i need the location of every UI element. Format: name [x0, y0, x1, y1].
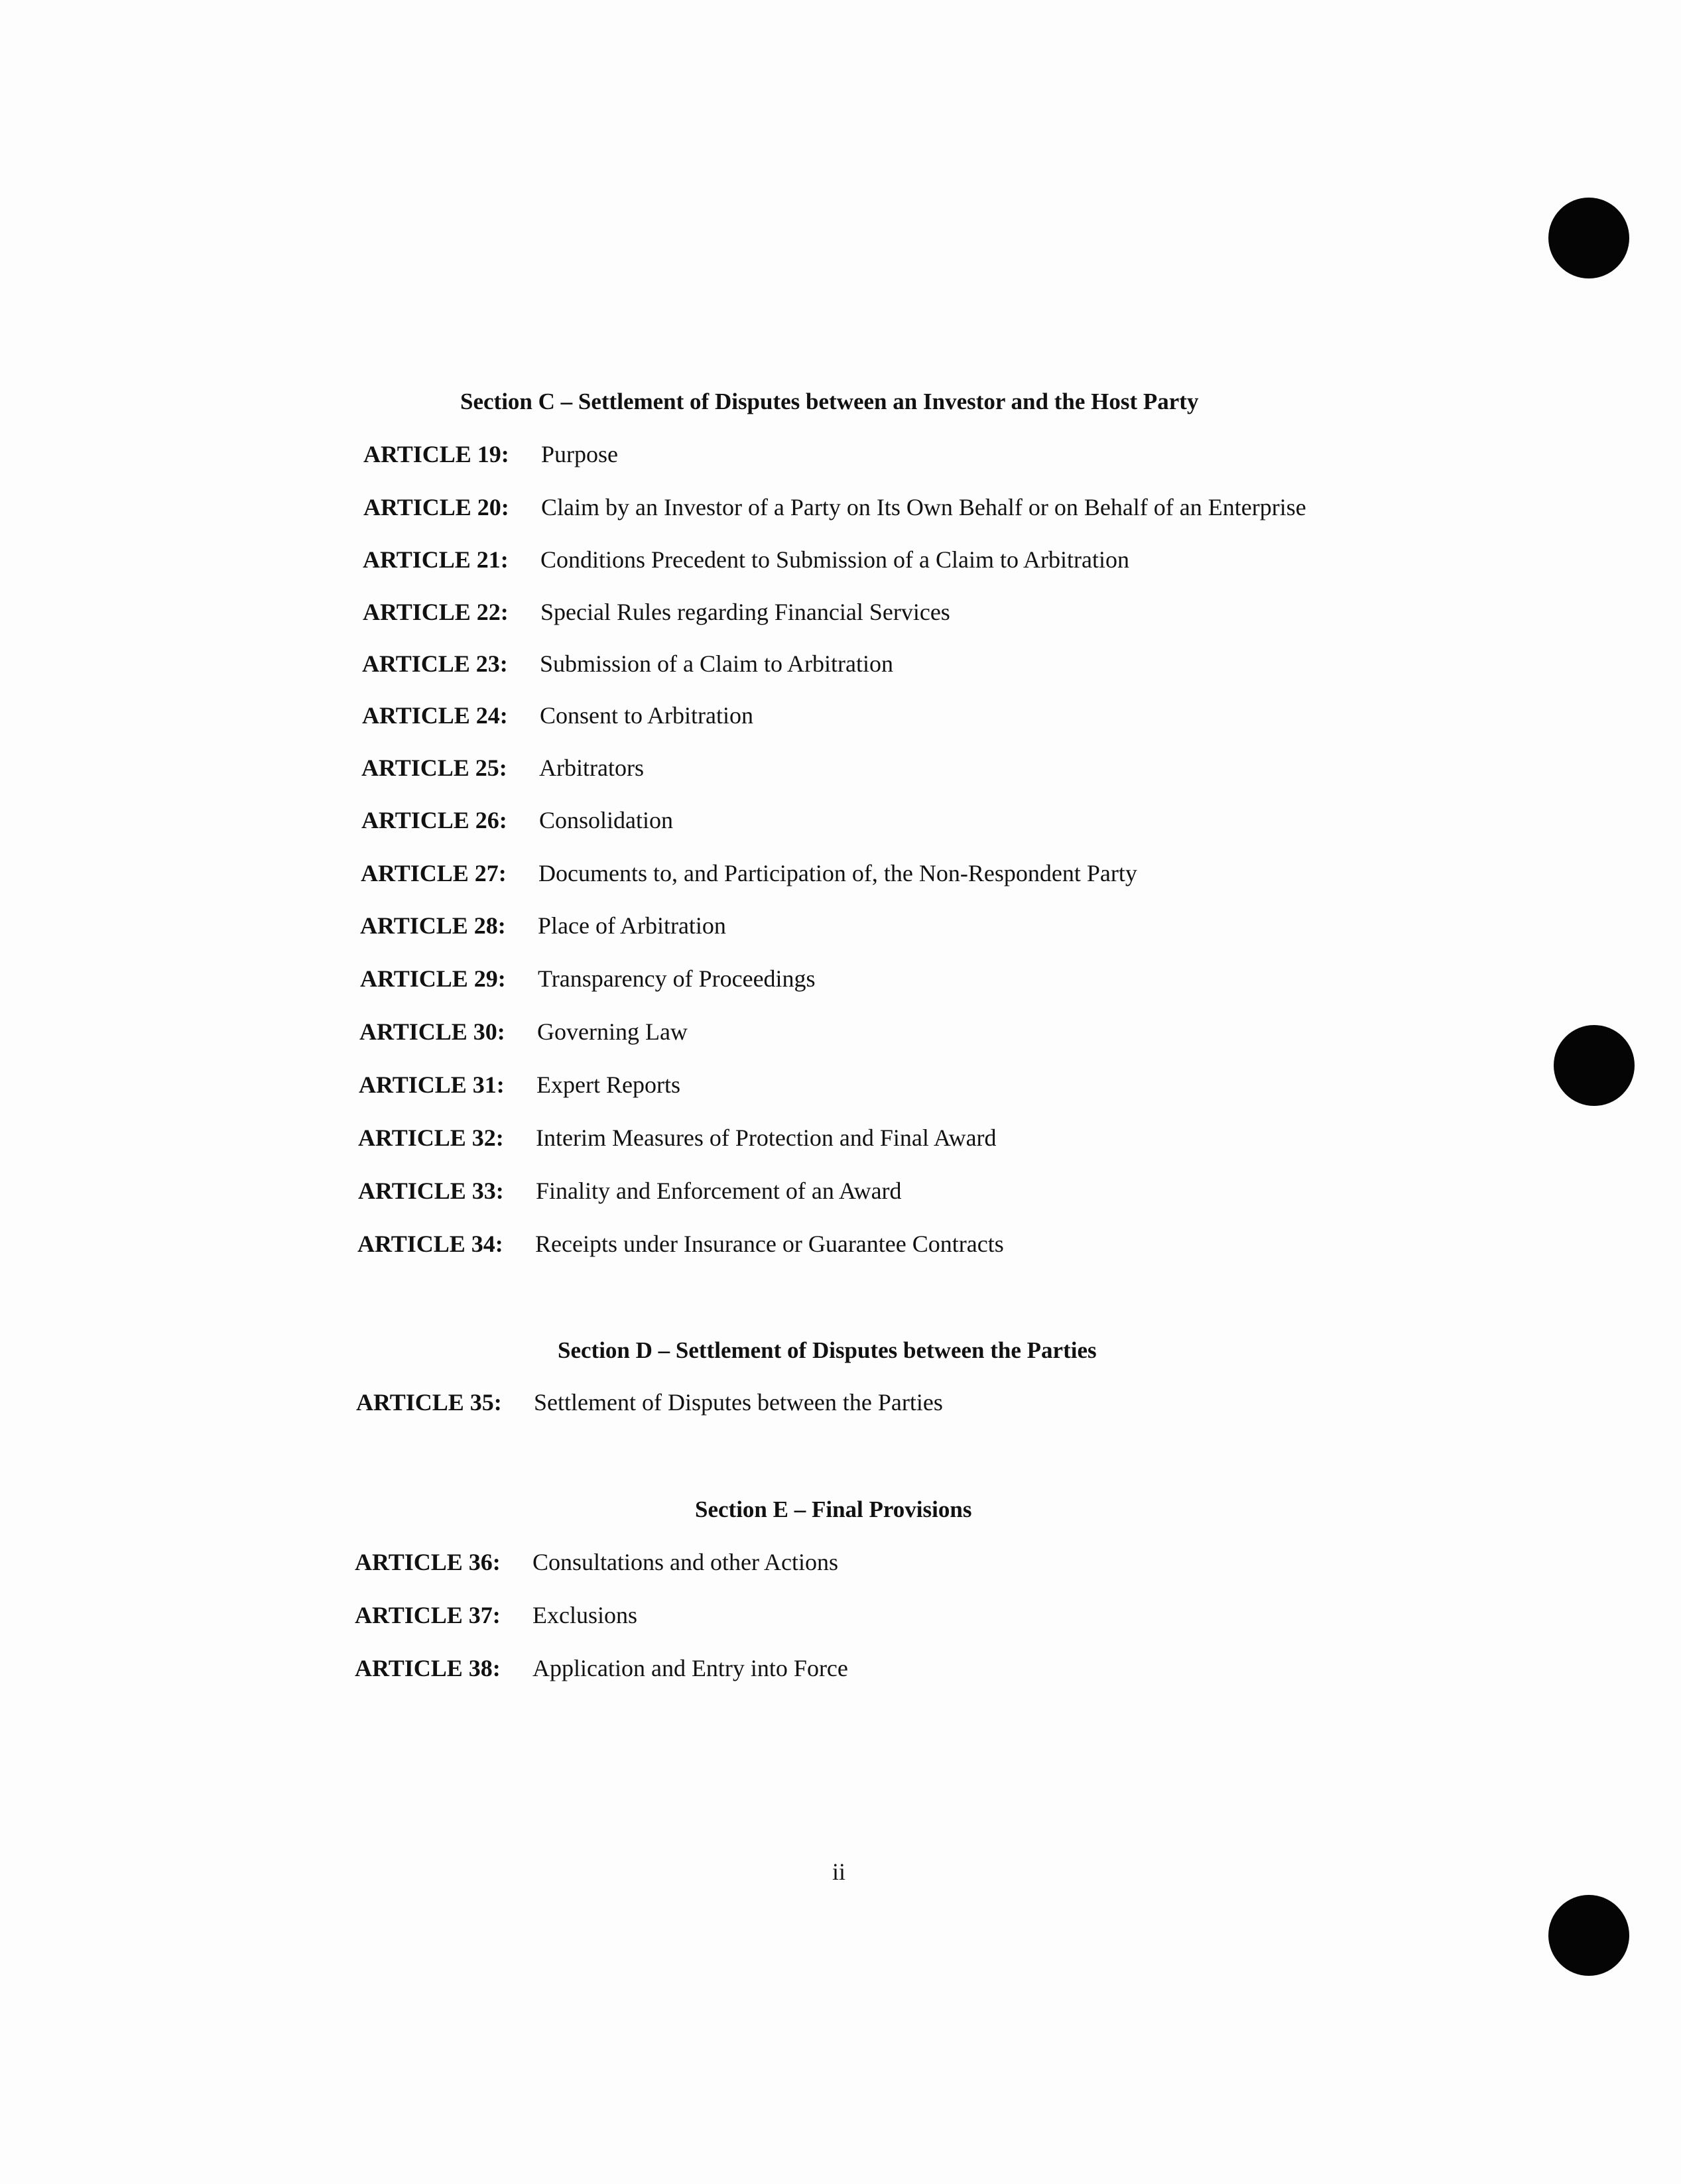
article-title: Finality and Enforcement of an Award — [536, 1178, 902, 1204]
article-label: ARTICLE 27: — [361, 860, 507, 886]
article-label: ARTICLE 26: — [361, 807, 507, 833]
article-title: Receipts under Insurance or Guarantee Contracts — [535, 1231, 1004, 1257]
article-label: ARTICLE 28: — [360, 912, 506, 939]
article-label: ARTICLE 33: — [358, 1178, 504, 1204]
article-title: Interim Measures of Protection and Final Award — [536, 1124, 997, 1151]
article-label: ARTICLE 23: — [362, 650, 508, 677]
article-title: Transparency of Proceedings — [538, 965, 816, 992]
article-label: ARTICLE 38: — [355, 1655, 501, 1681]
article-label: ARTICLE 35: — [356, 1389, 502, 1416]
article-title: Arbitrators — [539, 755, 644, 781]
article-label: ARTICLE 29: — [360, 965, 506, 992]
article-title: Application and Entry into Force — [532, 1655, 848, 1681]
article-title: Governing Law — [537, 1018, 688, 1045]
article-title: Consultations and other Actions — [532, 1549, 838, 1575]
article-label: ARTICLE 34: — [357, 1231, 503, 1257]
section-e-heading: Section E – Final Provisions — [695, 1496, 972, 1522]
punch-hole-bottom — [1548, 1895, 1629, 1976]
article-title: Purpose — [541, 441, 618, 467]
article-label: ARTICLE 19: — [363, 441, 509, 467]
article-title: Expert Reports — [536, 1071, 680, 1098]
article-label: ARTICLE 32: — [358, 1124, 504, 1151]
article-label: ARTICLE 37: — [355, 1602, 501, 1628]
punch-hole-middle — [1554, 1025, 1635, 1106]
article-title: Claim by an Investor of a Party on Its Own Behalf or on Behalf of an Enterprise — [541, 494, 1306, 520]
article-title: Documents to, and Participation of, the Non-Respondent Party — [538, 860, 1137, 886]
section-c-heading: Section C – Settlement of Disputes between an Investor and the Host Party — [460, 389, 1199, 414]
article-title: Submission of a Claim to Arbitration — [540, 650, 893, 677]
article-label: ARTICLE 22: — [363, 599, 509, 625]
article-title: Settlement of Disputes between the Parties — [534, 1389, 943, 1416]
article-label: ARTICLE 20: — [363, 494, 509, 520]
article-title: Conditions Precedent to Submission of a Claim to Arbitration — [540, 546, 1129, 573]
section-d-heading: Section D – Settlement of Disputes between the Parties — [558, 1337, 1097, 1363]
punch-hole-top — [1548, 198, 1629, 278]
article-label: ARTICLE 30: — [359, 1018, 505, 1045]
article-label: ARTICLE 24: — [362, 702, 508, 729]
article-label: ARTICLE 36: — [355, 1549, 501, 1575]
article-title: Consolidation — [539, 807, 674, 833]
article-label: ARTICLE 21: — [363, 546, 509, 573]
article-title: Special Rules regarding Financial Services — [540, 599, 950, 625]
article-title: Consent to Arbitration — [540, 702, 753, 729]
page-number: ii — [832, 1858, 846, 1885]
article-title: Place of Arbitration — [538, 912, 726, 939]
article-label: ARTICLE 25: — [361, 755, 507, 781]
article-label: ARTICLE 31: — [359, 1071, 505, 1098]
article-title: Exclusions — [532, 1602, 637, 1628]
